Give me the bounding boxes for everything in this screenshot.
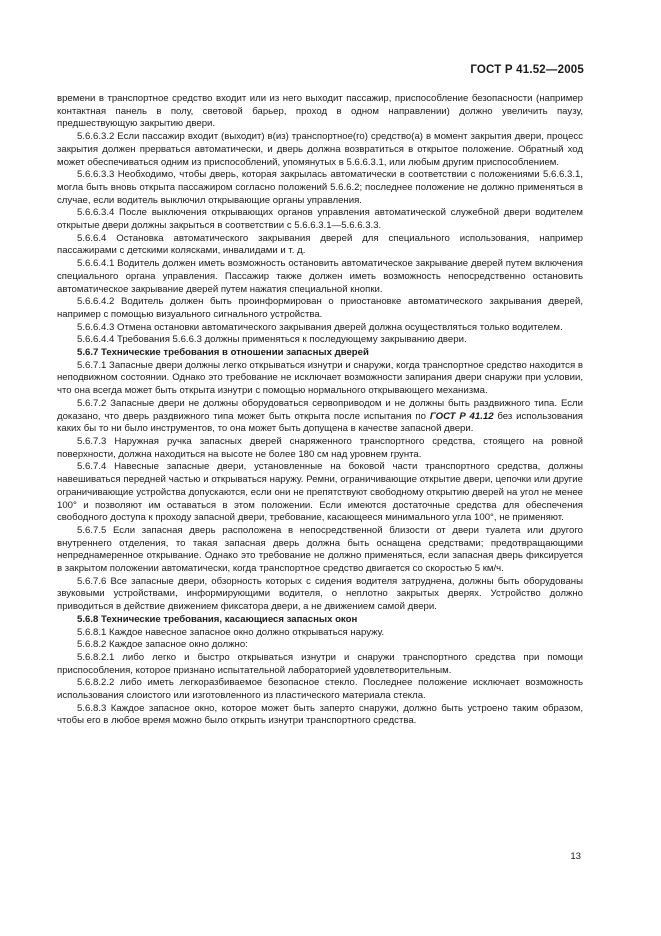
section-heading-5-6-7: 5.6.7 Технические требования в отношении запасных дверей <box>77 347 369 359</box>
paragraph-5-6-6-3-4: 5.6.6.3.4 После выключения открывающих органов управления автоматической служебной двери водителем открытые двери должны закрыться в соответствии с 5.6.6.3.1—5.6.6.3.3. <box>57 207 583 232</box>
paragraph-5-6-7-1: 5.6.7.1 Запасные двери должны легко открываться изнутри и снаружи, когда транспортное средство находится в неподвижном состоянии. Однако это требование не исключает возможности запирания двери снаружи при условии, что она всегда может быть открыта изнутри с помощью нормального открывающего механизма. <box>57 359 583 397</box>
paragraph-5-6-6-3-2: 5.6.6.3.2 Если пассажир входит (выходит) в(из) транспортное(го) средство(а) в момент закрытия двери, процесс закрытия должен прерваться автоматически, и дверь должна возвратиться в открытое положение. Обратный ход может обеспечиваться одним из приспособлений, упомянутых в 5.6.6.3.1, или любым другим приспособлением. <box>57 131 583 168</box>
paragraph-5-6-6-4-2: 5.6.6.4.2 Водитель должен быть проинформирован о приостановке автоматического закрывания дверей, например с помощью визуального сигнального устройства. <box>57 296 583 320</box>
document-body <box>57 93 583 728</box>
paragraph-5-6-6-4: 5.6.6.4 Остановка автоматического закрывания дверей для специального использования, например пассажирами с детскими колясками, инвалидами и т. д. <box>57 232 583 257</box>
page-number: 13 <box>570 851 581 862</box>
paragraph-5-6-6-4-3: 5.6.6.4.3 Отмена остановки автоматического закрывания дверей должна осуществляться только водителем. <box>77 321 563 333</box>
paragraph-5-6-8-2: 5.6.8.2 Каждое запасное окно должно: <box>77 639 248 651</box>
paragraph-continuation: времени в транспортное средство входит или из него выходит пассажир, приспособление безопасности (например контактная панель в полу, световой барьер, проход в одном направлении) должно увеличить паузу, предшествующую закрытию двери. <box>57 93 583 130</box>
paragraph-5-6-7-2-text-end: без использования каких бы то ни было инструментов, то она может быть допущена в качестве запасной двери. <box>57 410 584 435</box>
paragraph-5-6-6-4-4: 5.6.6.4.4 Требования 5.6.6.3 должны применяться к последующему закрыванию двери. <box>77 334 467 346</box>
paragraph-5-6-8-1: 5.6.8.1 Каждое навесное запасное окно должно открываться наружу. <box>77 626 385 638</box>
paragraph-5-6-6-4-1: 5.6.6.4.1 Водитель должен иметь возможность остановить автоматическое закрывание дверей путем включения специального органа управления. Пассажир также должен иметь возможность непосредственно остановить автоматическое закрывание дверей путем нажатия специальной кнопки. <box>57 258 583 295</box>
paragraph-5-6-7-2 <box>57 398 583 436</box>
paragraph-5-6-7-2-text-start: 5.6.7.2 Запасные двери не должны оборудоваться сервоприводом и не должны быть раздвижного типа. Если доказано, что дверь раздвижного типа может быть открыта после испытания по <box>57 397 583 422</box>
paragraph-5-6-7-5: 5.6.7.5 Если запасная дверь расположена в непосредственной близости от двери туалета или другого внутреннего отделения, то такая запасная дверь должна быть оснащена средствами; предотвращающими непреднамеренное открывание. Однако это требование не должно применяться, если запасная дверь фиксируется в закрытом положении автоматически, когда транспортное средство двигается со скоростью 5 км/ч. <box>57 524 583 575</box>
paragraph-5-6-7-3: 5.6.7.3 Наружная ручка запасных дверей снаряженного транспортного средства, стоящего на ровной поверхности, должна находиться на высоте не более 180 см над уровнем грунта. <box>57 435 583 460</box>
document-standard-id: ГОСТ Р 41.52—2005 <box>470 64 584 76</box>
paragraph-5-6-8-2-1: 5.6.8.2.1 либо легко и быстро открываться изнутри и снаружи транспортного средства при помощи приспособления, которое признано испытательной лабораторией удовлетворительным. <box>57 651 583 676</box>
paragraph-5-6-8-3: 5.6.8.3 Каждое запасное окно, которое может быть заперто снаружи, должно быть устроено таким образом, чтобы его в любое время можно было открыть изнутри транспортного средства. <box>57 702 583 727</box>
paragraph-5-6-7-4: 5.6.7.4 Навесные запасные двери, установленные на боковой части транспортного средства, должны навешиваться передней частью и открываться наружу. Ремни, ограничивающие открытие двери, цепочки или другие ограничивающие устройства допускаются, если они не препятствуют свободному открытию дверей на угол не менее 100° и позволяют им оставаться в этом положении. Если имеются достаточные средства для обеспечения свободного доступа к проходу запасной двери, требование, касающееся минимального угла 100°, не применяют. <box>57 461 583 524</box>
paragraph-5-6-6-3-3: 5.6.6.3.3 Необходимо, чтобы дверь, которая закрылась автоматически в соответствии с положениями 5.6.6.3.1, могла быть вновь открыта пассажиром согласно положений 5.6.6.2; последнее положение не должно применяться в случае, если водитель выключил открывающие органы управления. <box>57 169 583 206</box>
section-heading-5-6-8: 5.6.8 Технические требования, касающиеся запасных окон <box>77 613 358 625</box>
paragraph-5-6-7-6: 5.6.7.6 Все запасные двери, обзорность которых с сидения водителя затруднена, должны быть оборудованы звуковыми устройствами, информирующими водителя, о неплотно закрытых дверях. Устройство должно приводиться в действие движением фиксатора двери, а не движением самой двери. <box>57 575 583 613</box>
standard-reference: ГОСТ Р 41.12 <box>429 410 494 422</box>
paragraph-5-6-8-2-2: 5.6.8.2.2 либо иметь легкоразбиваемое безопасное стекло. Последнее положение исключает возможность использования слоистого или изготовленного из пластического материала стекла. <box>57 677 583 702</box>
